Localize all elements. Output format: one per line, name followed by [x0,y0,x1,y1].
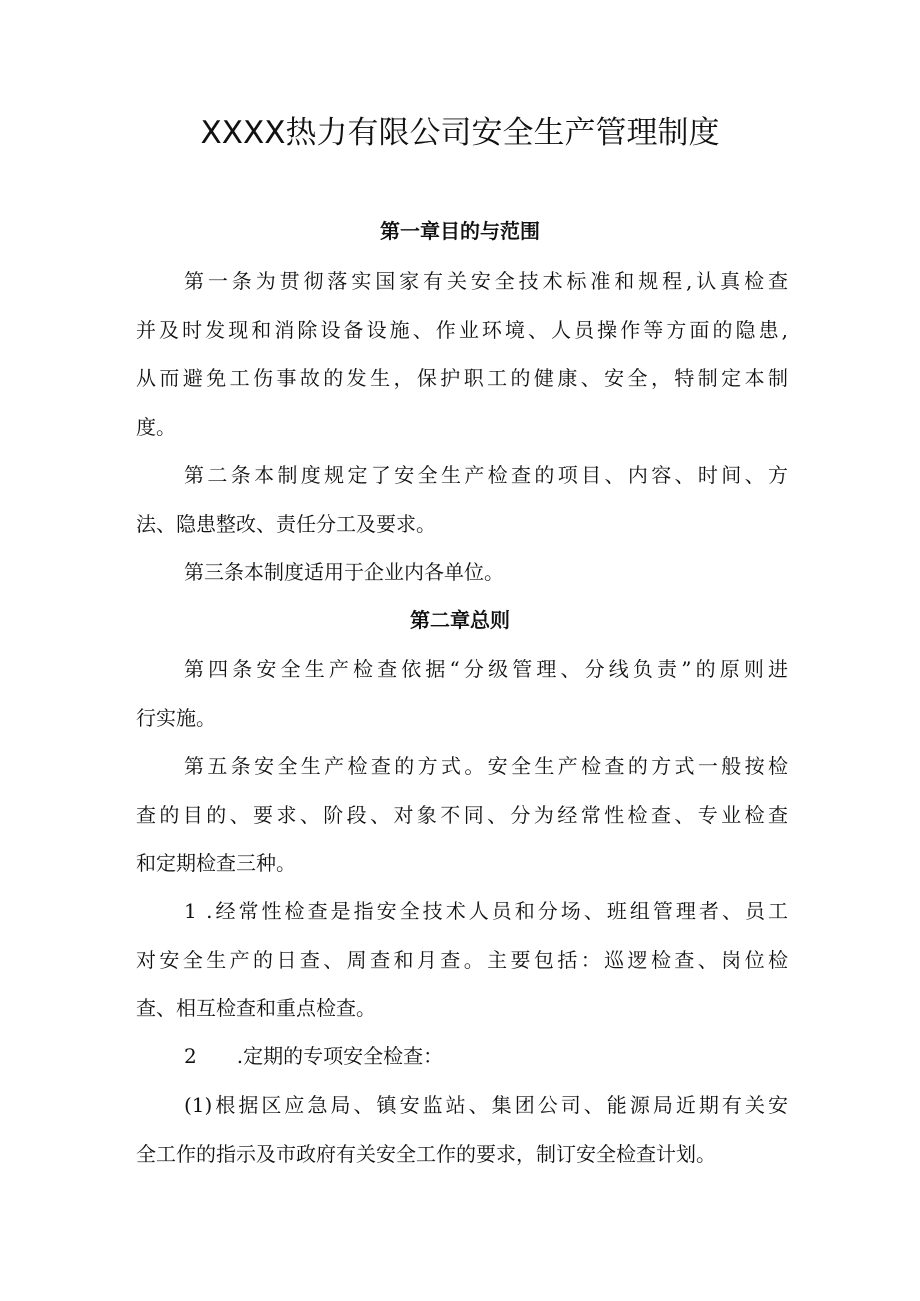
article-1-line-3: 从而避免工伤事故的发生，保护职工的健康、安全，特制定本制 [136,366,788,390]
article-2 [136,451,788,548]
article-1 [136,257,788,451]
article-2-line-1: 第二条本制度规定了安全生产检查的项目、内容、时间、方 [184,463,788,487]
article-1-line-1: 第一条为贯彻落实国家有关安全技术标准和规程,认真检查 [184,269,788,293]
sub-item-1-line-2: 全工作的指示及市政府有关安全工作的要求，制订安全检查计划。 [136,1141,716,1166]
article-4 [136,645,788,742]
item-2 [136,1032,788,1081]
article-4-line-1: 第四条安全生产检查依据“分级管理、分线负责”的原则进 [184,657,788,681]
chapter-2-heading: 第二章总则 [410,608,510,632]
item-1 [136,887,788,1033]
article-1-line-2: 并及时发现和消除设备设施、作业环境、人员操作等方面的隐患, [136,317,788,342]
item-1-line-2: 对安全生产的日查、周查和月查。主要包括：巡逻检查、岗位检 [136,947,788,972]
article-2-line-2: 法、隐患整改、责任分工及要求。 [136,511,436,536]
article-5-line-1: 第五条安全生产检查的方式。安全生产检查的方式一般按检 [184,754,788,778]
chapter-1-heading: 第一章目的与范围 [380,219,540,243]
item-2-line-1: 2 .定期的专项安全检查： [184,1044,444,1068]
item-1-line-3: 查、相互检查和重点检查。 [136,996,376,1020]
sub-item-1 [136,1081,788,1178]
item-1-line-1: 1 .经常性检查是指安全技术人员和分场、班组管理者、员工 [184,899,788,923]
document-title: XXXX热力有限公司安全生产管理制度 [200,115,720,151]
article-5-line-2: 查的目的、要求、阶段、对象不同、分为经常性检查、专业检查 [136,802,788,827]
article-4-line-2: 行实施。 [136,705,216,730]
sub-item-1-line-1: (1)根据区应急局、镇安监站、集团公司、能源局近期有关安 [184,1093,788,1117]
article-1-line-4: 度。 [136,414,176,439]
article-5-line-3: 和定期检查三种。 [136,851,296,875]
article-3-line-1: 第三条本制度适用于企业内各单位。 [184,560,504,584]
article-3 [136,548,788,597]
article-5 [136,742,788,888]
